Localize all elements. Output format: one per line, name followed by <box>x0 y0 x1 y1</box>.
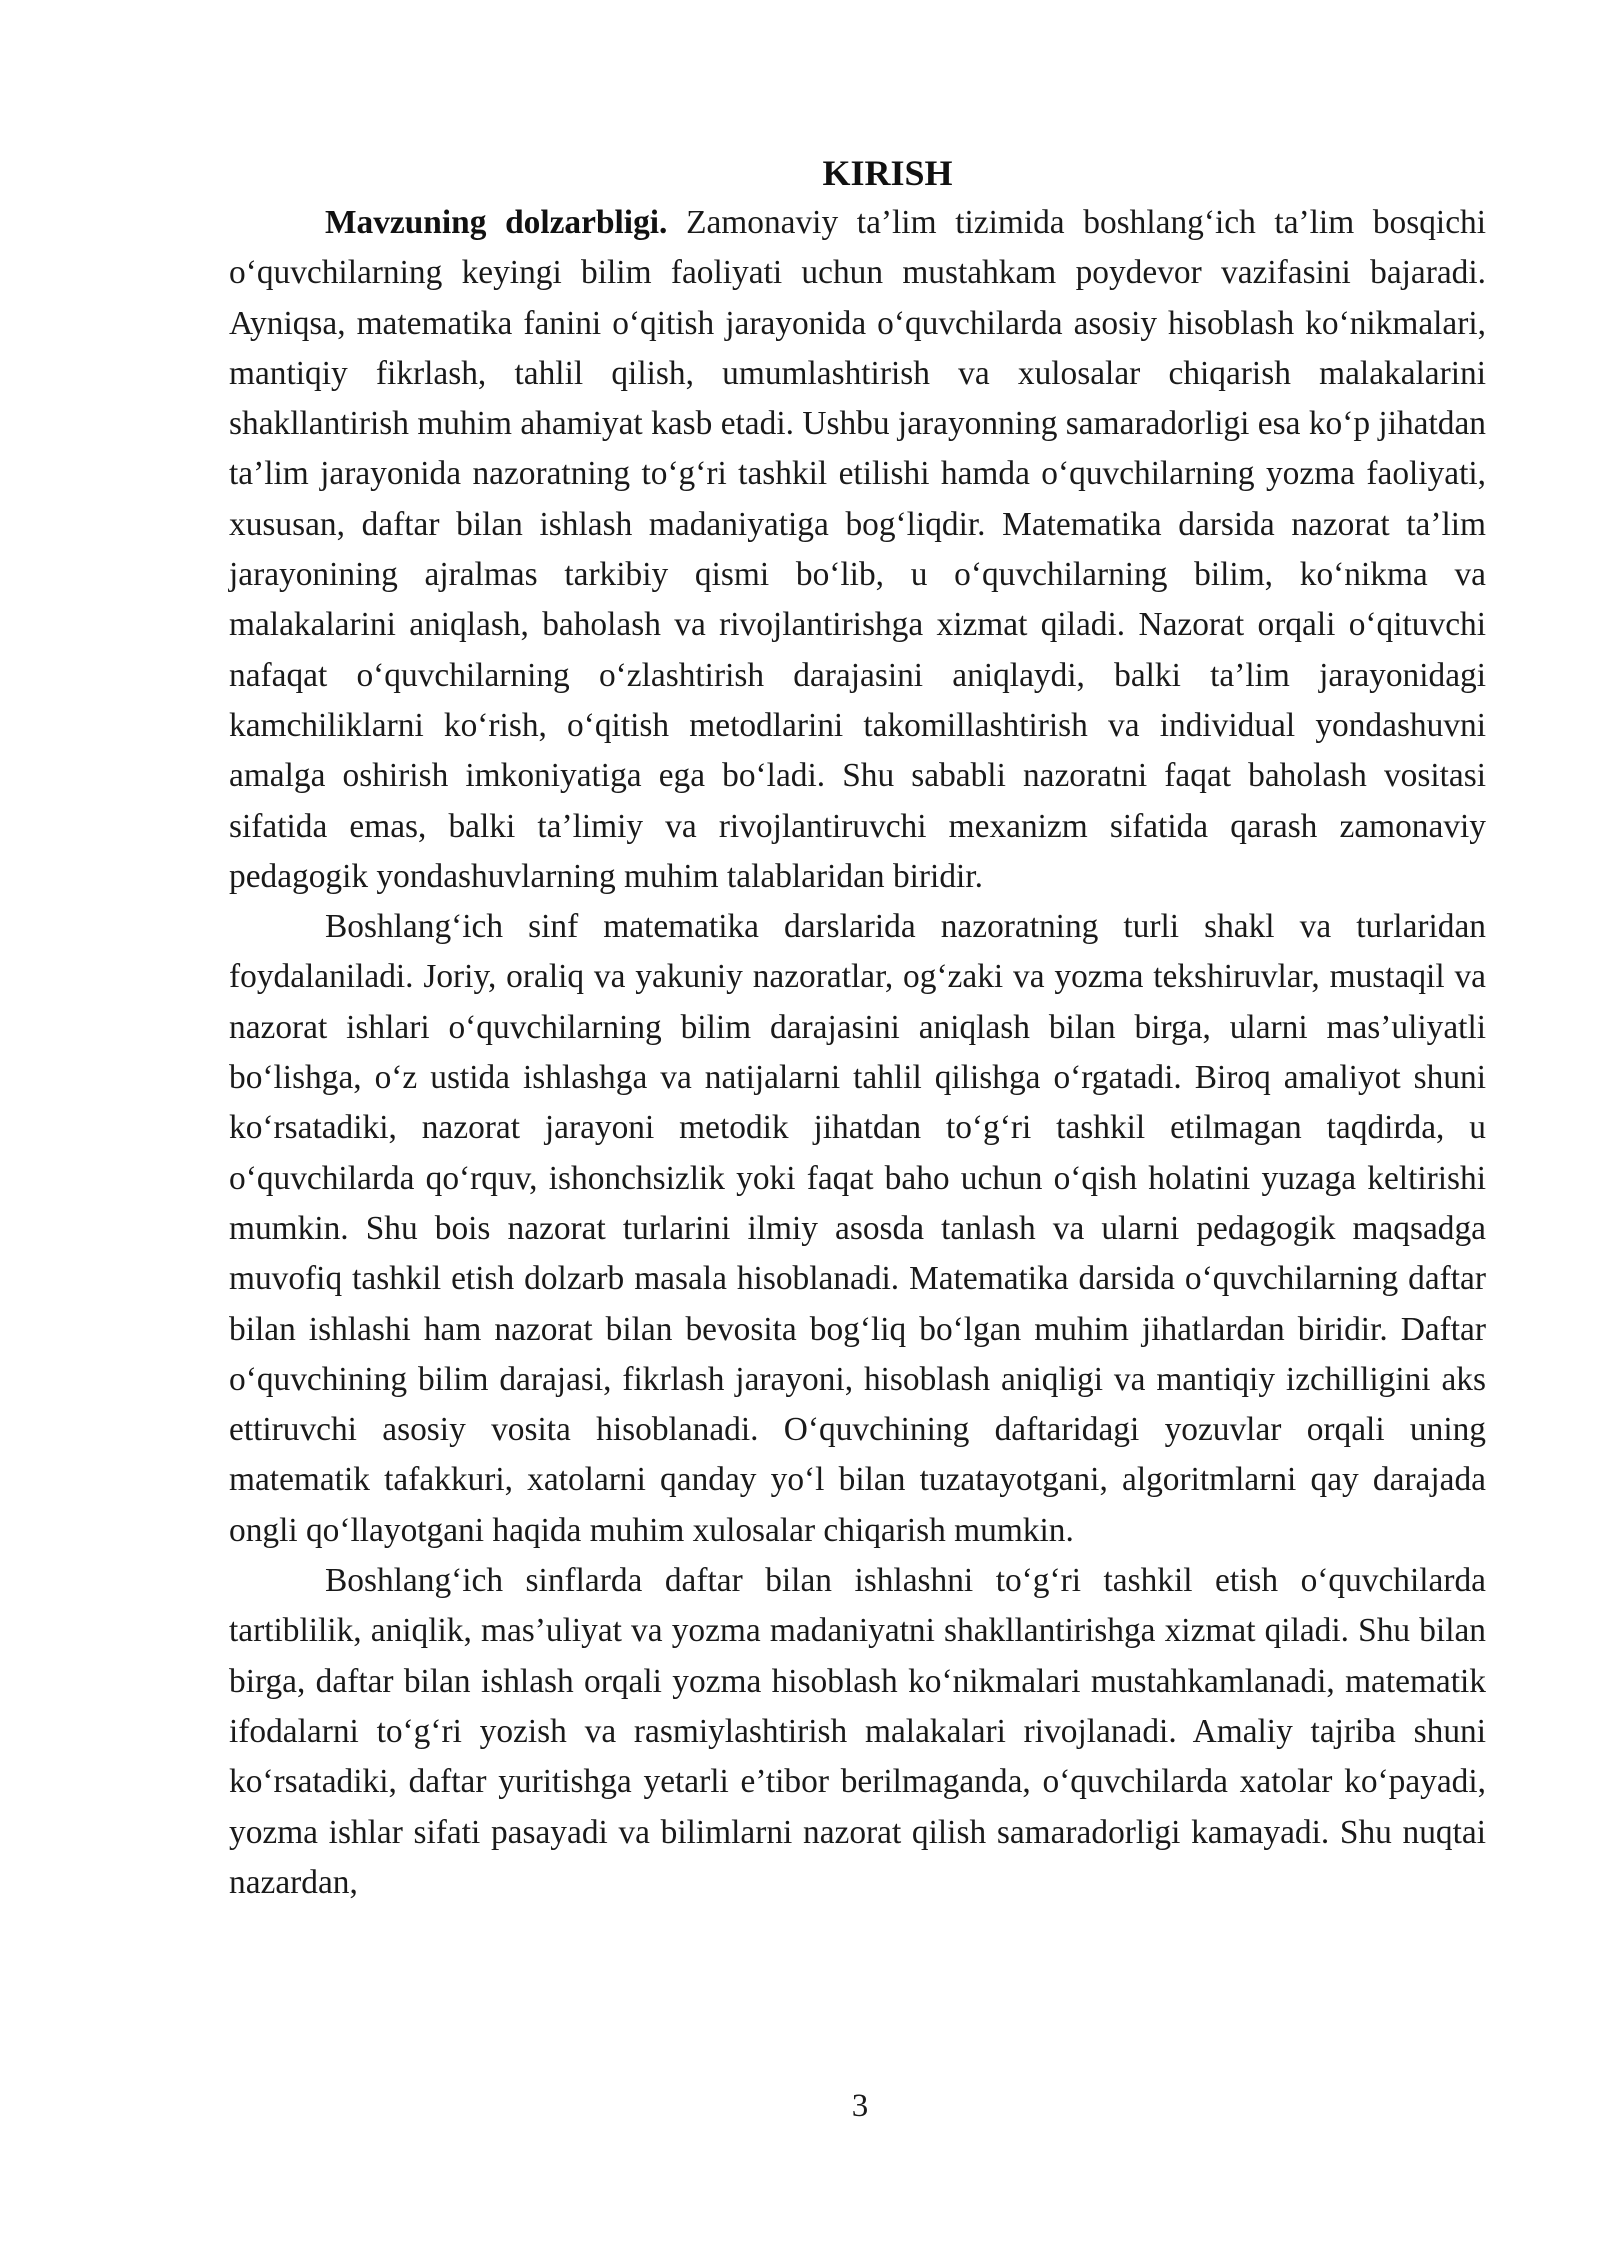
paragraph-lead: Mavzuning dolzarbligi. <box>325 204 668 241</box>
page-number: 3 <box>851 2088 869 2124</box>
paragraph-text: Zamonaviy ta’lim tizimida boshlang‘ich ta’lim bosqichi o‘quvchilarning keyingi bilim faoliyati uchun mustahkam poydevor vazifasini bajaradi. Ayniqsa, matematika fanini o‘qitish jarayonida o‘quvchilarda asosiy hisoblash ko‘nikmalari, mantiqiy fikrlash, tahlil qilish, umumlashtirish va xulosalar chiqarish malakalarini shakllantirish muhim ahamiyat kasb etadi. Ushbu jarayonning samaradorligi esa ko‘p jihatdan ta’lim jarayonida nazoratning to‘g‘ri tashkil etilishi hamda o‘quvchilarning yozma faoliyati, xususan, daftar bilan ishlash madaniyatiga bog‘liqdir. Matematika darsida nazorat ta’lim jarayonining ajralmas tarkibiy qismi bo‘lib, u o‘quvchilarning bilim, ko‘nikma va malakalarini aniqlash, baholash va rivojlantirishga xizmat qiladi. Nazorat orqali o‘qituvchi nafaqat o‘quvchilarning o‘zlashtirish darajasini aniqlaydi, balki ta’lim jarayonidagi kamchiliklarni ko‘rish, o‘qitish metodlarini takomillashtirish va individual yondashuvni amalga oshirish imkoniyatiga ega bo‘ladi. Shu sababli nazoratni faqat baholash vositasi sifatida emas, balki ta’limiy va rivojlantiruvchi mexanizm sifatida qarash zamonaviy pedagogik yondashuvlarning muhim talablaridan biridir. <box>229 204 1486 895</box>
paragraph-2 <box>229 902 1486 1556</box>
paragraph-text: Boshlang‘ich sinf matematika darslarida nazoratning turli shakl va turlaridan foydalaniladi. Joriy, oraliq va yakuniy nazoratlar, og‘zaki va yozma tekshiruvlar, mustaqil va nazorat ishlari o‘quvchilarning bilim darajasini aniqlash bilan birga, ularni mas’uliyatli bo‘lishga, o‘z ustida ishlashga va natijalarni tahlil qilishga o‘rgatadi. Biroq amaliyot shuni ko‘rsatadiki, nazorat jarayoni metodik jihatdan to‘g‘ri tashkil etilmagan taqdirda, u o‘quvchilarda qo‘rquv, ishonchsizlik yoki faqat baho uchun o‘qish holatini yuzaga keltirishi mumkin. Shu bois nazorat turlarini ilmiy asosda tanlash va ularni pedagogik maqsadga muvofiq tashkil etish dolzarb masala hisoblanadi. Matematika darsida o‘quvchilarning daftar bilan ishlashi ham nazorat bilan bevosita bog‘liq bo‘lgan muhim jihatlardan biridir. Daftar o‘quvchining bilim darajasi, fikrlash jarayoni, hisoblash aniqligi va mantiqiy izchilligini aks ettiruvchi asosiy vosita hisoblanadi. O‘quvchining daftaridagi yozuvlar orqali uning matematik tafakkuri, xatolarni qanday yo‘l bilan tuzatayotgani, algoritmlarni qay darajada ongli qo‘llayotgani haqida muhim xulosalar chiqarish mumkin. <box>229 908 1486 1549</box>
paragraph-1 <box>229 198 1486 902</box>
paragraph-text: Boshlang‘ich sinflarda daftar bilan ishlashni to‘g‘ri tashkil etish o‘quvchilarda tartiblilik, aniqlik, mas’uliyat va yozma madaniyatni shakllantirishga xizmat qiladi. Shu bilan birga, daftar bilan ishlash orqali yozma hisoblash ko‘nikmalari mustahkamlanadi, matematik ifodalarni to‘g‘ri yozish va rasmiylashtirish malakalari rivojlanadi. Amaliy tajriba shuni ko‘rsatadiki, daftar yuritishga yetarli e’tibor berilmaganda, o‘quvchilarda xatolar ko‘payadi, yozma ishlar sifati pasayadi va bilimlarni nazorat qilish samaradorligi kamayadi. Shu nuqtai nazardan, <box>229 1562 1486 1901</box>
page-title: KIRISH <box>822 153 953 193</box>
paragraph-3 <box>229 1556 1486 1908</box>
page-content <box>229 148 1486 1908</box>
